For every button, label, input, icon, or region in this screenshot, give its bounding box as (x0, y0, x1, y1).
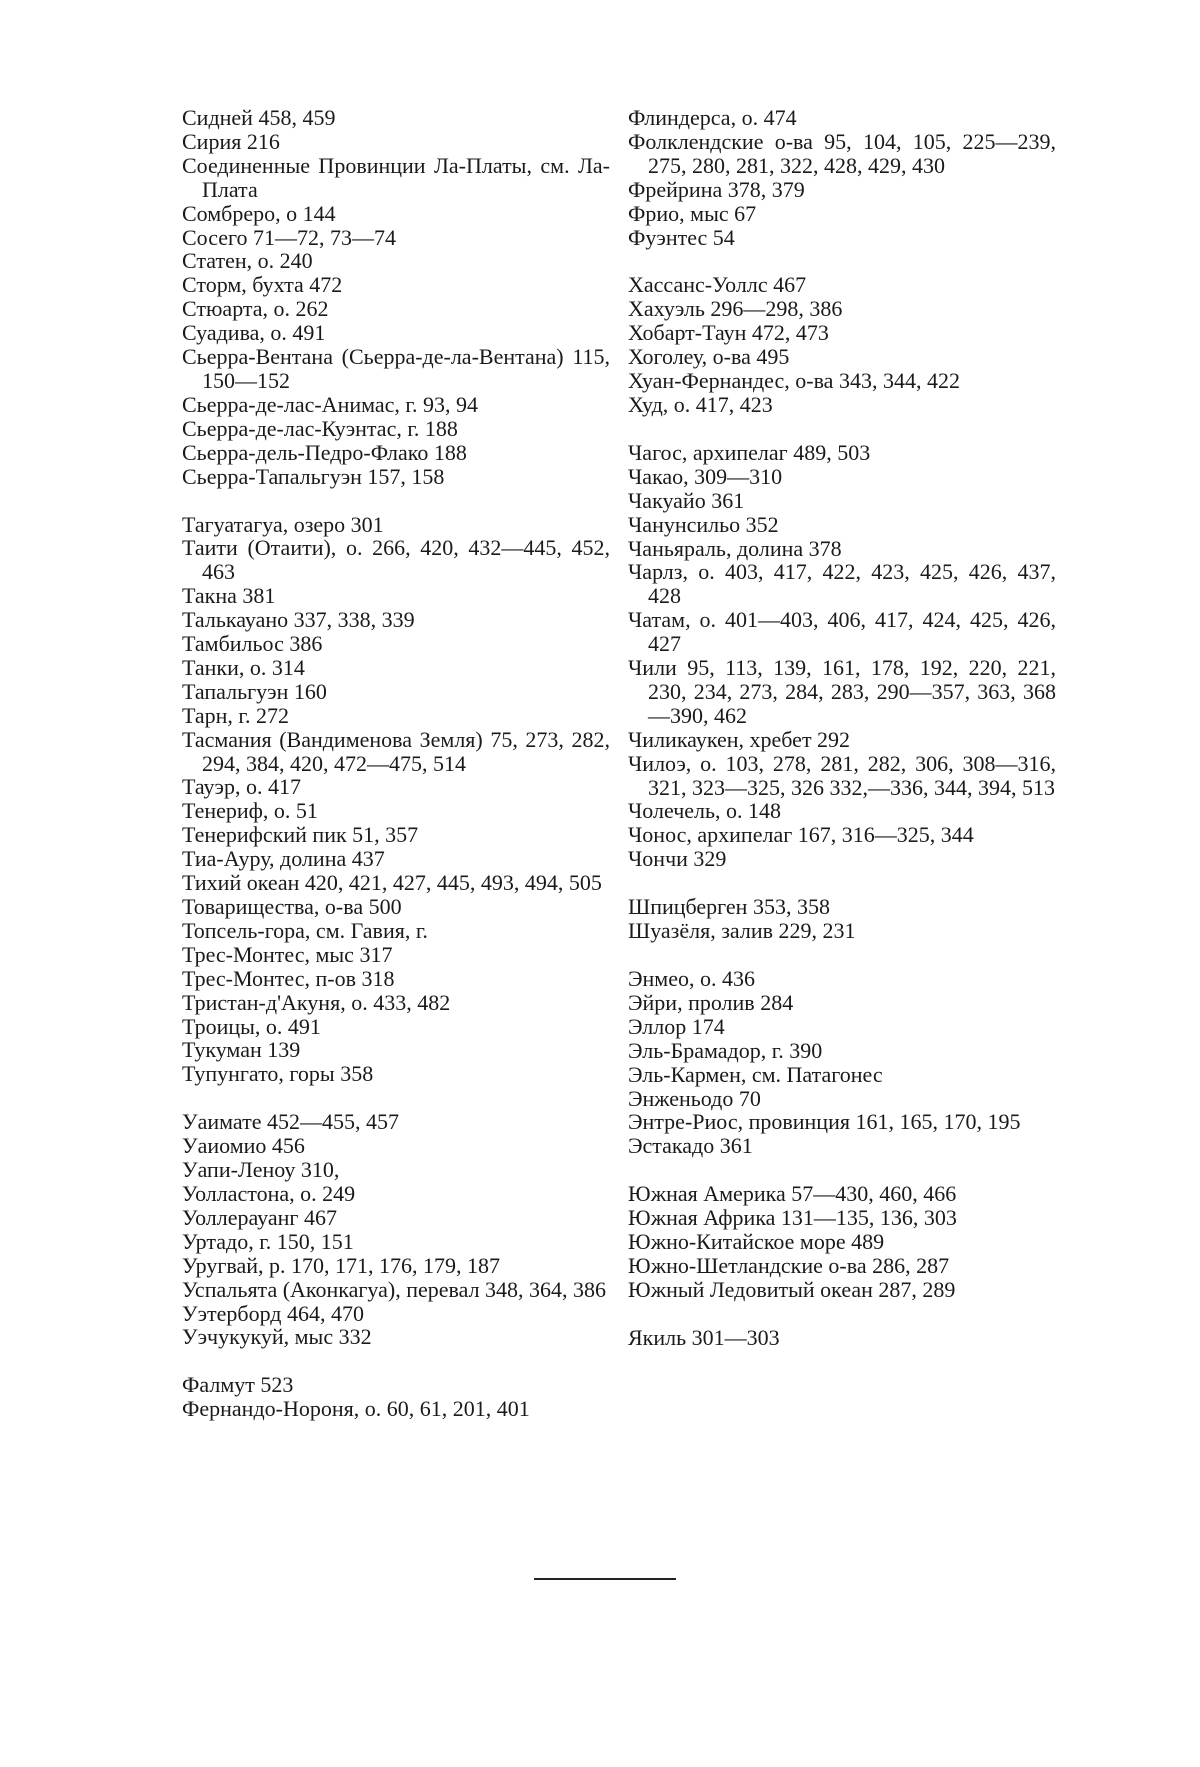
index-entry: Фрио, мыс 67 (628, 200, 757, 226)
index-entry: Чолечель, о. 148 (628, 798, 782, 824)
index-entry: Якиль 301—303 (628, 1324, 780, 1350)
index-entry: Такна 381 (182, 583, 276, 609)
index-entry: Сирия 216 (182, 128, 280, 154)
index-entry: Тарн, г. 272 (182, 702, 289, 728)
index-entry: Чатам, о. 401—403, 406, 417, 424, 425, 426, 427 (628, 607, 1056, 657)
index-entry: Энженьодо 70 (628, 1085, 761, 1111)
index-entry: Уругвай, р. 170, 171, 176, 179, 187 (182, 1252, 501, 1278)
index-entry: Чакуайо 361 (628, 487, 745, 513)
index-entry: Статен, о. 240 (182, 248, 313, 274)
index-entry: Тихий океан 420, 421, 427, 445, 493, 494, 505 (182, 870, 602, 896)
index-entry: Шпицберген 353, 358 (628, 894, 830, 920)
index-entry: Южная Америка 57—430, 460, 466 (628, 1181, 957, 1207)
index-entry: Уэчукукуй, мыс 332 (182, 1324, 372, 1350)
index-entry: Южный Ледовитый океан 287, 289 (628, 1276, 956, 1302)
index-group-ch (628, 441, 1056, 871)
index-entry: Эйри, пролив 284 (628, 989, 794, 1015)
index-group-e (628, 967, 1056, 1158)
index-entry: Энмео, о. 436 (628, 966, 755, 991)
index-entry: Сторм, бухта 472 (182, 272, 343, 298)
index-entry: Сьерра-дель-Педро-Флако 188 (182, 439, 467, 465)
index-entry: Южно-Китайское море 489 (628, 1229, 885, 1255)
index-entry: Чакао, 309—310 (628, 463, 783, 489)
group-gap (628, 249, 1056, 273)
index-entry: Танки, о. 314 (182, 654, 305, 680)
index-entry: Успальята (Аконкагуа), перевал 348, 364, 386 (182, 1276, 607, 1302)
index-entry: Уолластона, о. 249 (182, 1180, 356, 1206)
index-entry: Шуазёля, залив 229, 231 (628, 918, 856, 944)
index-entry: Худ, о. 417, 423 (628, 391, 773, 417)
index-entry: Чилоэ, о. 103, 278, 281, 282, 306, 308—316, 321, 323—325, 326 332,—336, 344, 394, 513 (628, 750, 1056, 800)
index-entry: Эль-Кармен, см. Патагонес (628, 1061, 883, 1087)
index-entry: Сьерра-Вентана (Сьерра-де-ла-Вентана) 115, 150—152 (182, 344, 610, 393)
index-entry: Тамбильос 386 (182, 631, 323, 657)
index-entry: Талькауано 337, 338, 339 (182, 607, 415, 633)
index-entry: Хахуэль 296—298, 386 (628, 296, 843, 322)
right-index-column (628, 106, 1056, 1350)
index-entry: Чагос, архипелаг 489, 503 (628, 439, 871, 465)
index-group-f-cont (628, 106, 1056, 249)
group-gap (628, 1302, 1056, 1326)
group-gap (628, 943, 1056, 967)
index-entry: Уаиомио 456 (182, 1133, 305, 1159)
index-entry: Тенериф, о. 51 (182, 798, 318, 824)
index-entry: Чиликаукен, хребет 292 (628, 726, 851, 752)
index-entry: Хассанс-Уоллс 467 (628, 272, 807, 298)
index-entry: Тагуатагуа, озеро 301 (182, 511, 384, 537)
index-entry: Сосего 71—72, 73—74 (182, 224, 396, 250)
index-entry: Фолклендские о-ва 95, 104, 105, 225—239, 275, 280, 281, 322, 428, 429, 430 (628, 128, 1056, 178)
index-group-yu (628, 1182, 1056, 1302)
group-gap (182, 1086, 610, 1110)
index-group-sh (628, 895, 1056, 943)
index-entry: Чанунсильо 352 (628, 511, 779, 537)
index-entry: Эллор 174 (628, 1013, 725, 1039)
index-entry: Тапальгуэн 160 (182, 678, 327, 704)
index-entry: Уоллерауанг 467 (182, 1204, 337, 1230)
index-entry: Флиндерса, о. 474 (628, 105, 797, 130)
index-entry: Тасмания (Вандименова Земля) 75, 273, 282, 294, 384, 420, 472—475, 514 (182, 726, 610, 776)
index-entry: Тиа-Ауру, долина 437 (182, 846, 385, 872)
group-gap (628, 1158, 1056, 1182)
index-entry: Тукуман 139 (182, 1037, 301, 1063)
index-entry: Фалмут 523 (182, 1372, 294, 1398)
index-entry: Хоголеу, о-ва 495 (628, 344, 790, 370)
index-group-t (182, 513, 610, 1087)
index-entry: Уртадо, г. 150, 151 (182, 1228, 354, 1254)
index-entry: Чонос, архипелаг 167, 316—325, 344 (628, 822, 974, 848)
index-entry: Уэтерборд 464, 470 (182, 1300, 364, 1326)
index-entry: Хуан-Фернандес, о-ва 343, 344, 422 (628, 368, 960, 394)
end-rule-divider (534, 1578, 676, 1580)
index-entry: Стюарта, о. 262 (182, 296, 329, 322)
index-entry: Таити (Отаити), о. 266, 420, 432—445, 452, 463 (182, 535, 610, 585)
index-entry: Уапи-Леноу 310, (182, 1157, 340, 1183)
index-entry: Топсель-гора, см. Гавия, г. (182, 917, 428, 943)
index-entry: Чончи 329 (628, 846, 727, 872)
index-entry: Сьерра-Тапальгуэн 157, 158 (182, 463, 445, 489)
index-entry: Сьерра-де-лас-Анимас, г. 93, 94 (182, 391, 478, 417)
index-entry: Чили 95, 113, 139, 161, 178, 192, 220, 221, 230, 234, 273, 284, 283, 290—357, 363, 368—390, 462 (628, 655, 1056, 728)
index-group-ya (628, 1326, 1056, 1350)
index-group-kh (628, 273, 1056, 416)
group-gap (628, 417, 1056, 441)
index-entry: Эстакадо 361 (628, 1133, 753, 1159)
group-gap (182, 1349, 610, 1373)
index-entry: Чаньяраль, долина 378 (628, 535, 842, 561)
index-entry: Энтре-Риос, провинция 161, 165, 170, 195 (628, 1109, 1021, 1135)
group-gap (628, 871, 1056, 895)
index-entry: Сомбреро, о 144 (182, 200, 336, 226)
index-entry: Эль-Брамадор, г. 390 (628, 1037, 823, 1063)
index-entry: Тристан-д'Акуня, о. 433, 482 (182, 989, 451, 1015)
index-entry: Сьерра-де-лас-Куэнтас, г. 188 (182, 415, 458, 441)
index-entry: Трес-Монтес, п-ов 318 (182, 965, 395, 991)
index-entry: Чарлз, о. 403, 417, 422, 423, 425, 426, 437, 428 (628, 559, 1056, 609)
index-entry: Южная Африка 131—135, 136, 303 (628, 1205, 957, 1231)
index-group-s (182, 106, 610, 489)
left-index-column (182, 106, 610, 1421)
index-entry: Тенерифский пик 51, 357 (182, 822, 419, 848)
index-entry: Сидней 458, 459 (182, 105, 336, 130)
index-entry: Суадива, о. 491 (182, 320, 326, 346)
index-entry: Уаимате 452—455, 457 (182, 1109, 399, 1135)
index-entry: Трес-Монтес, мыс 317 (182, 941, 393, 967)
index-entry: Фуэнтес 54 (628, 224, 735, 250)
index-entry: Фернандо-Нороня, о. 60, 61, 201, 401 (182, 1396, 530, 1422)
index-entry: Соединенные Провинции Ла-Платы, см. Ла-Плата (182, 152, 610, 202)
index-entry: Хобарт-Таун 472, 473 (628, 320, 829, 346)
index-entry: Троицы, о. 491 (182, 1013, 321, 1039)
index-entry: Тауэр, о. 417 (182, 774, 301, 800)
index-entry: Товарищества, о-ва 500 (182, 894, 402, 919)
index-entry: Тупунгато, горы 358 (182, 1061, 374, 1087)
group-gap (182, 489, 610, 513)
index-group-f (182, 1373, 610, 1421)
index-entry: Южно-Шетландские о-ва 286, 287 (628, 1252, 950, 1278)
index-entry: Фрейрина 378, 379 (628, 176, 805, 202)
index-group-u (182, 1110, 610, 1349)
